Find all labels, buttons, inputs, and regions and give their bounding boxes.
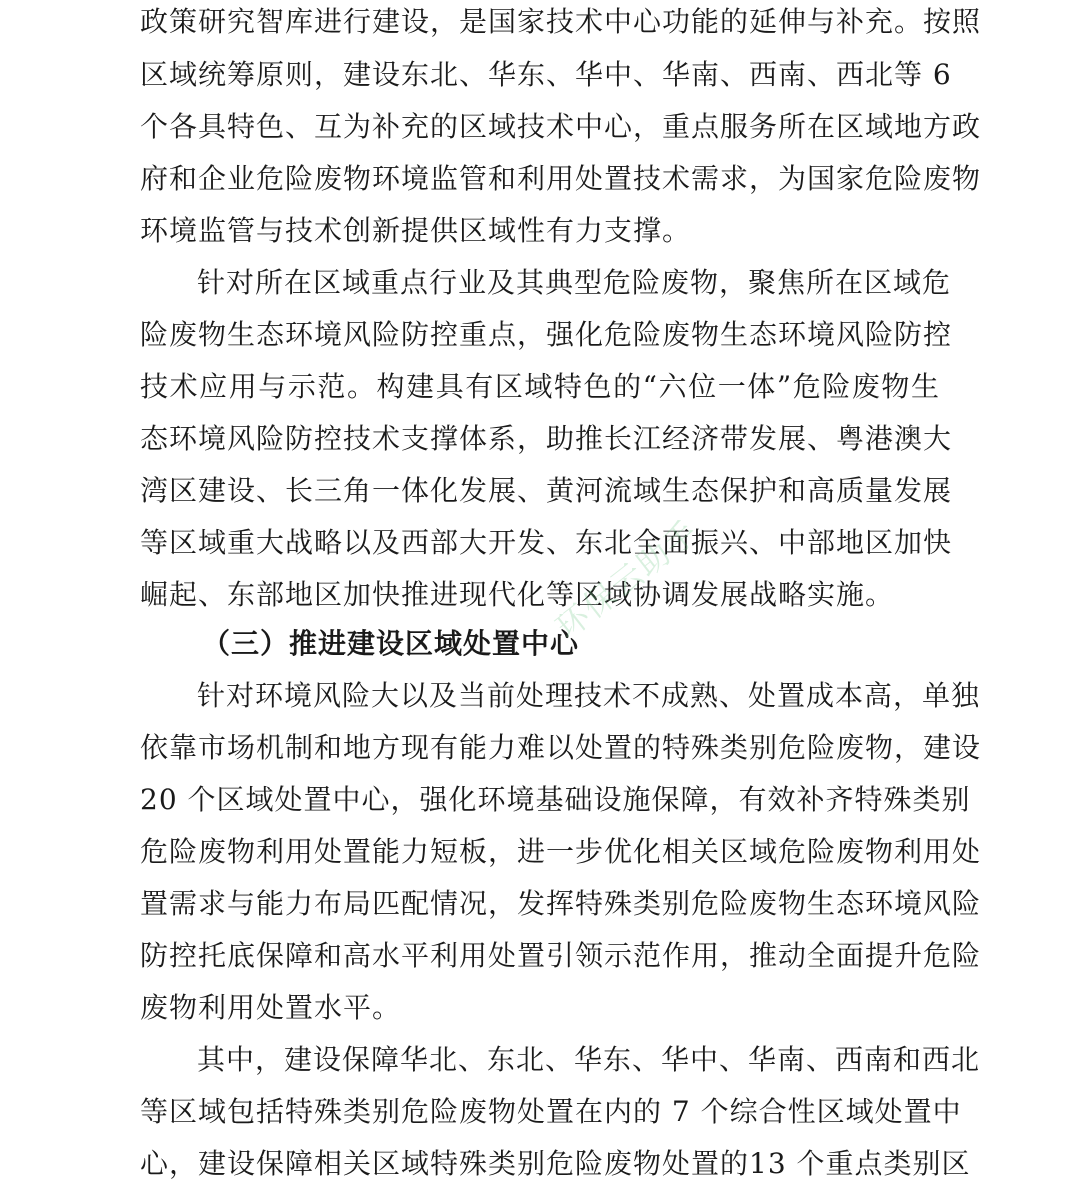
paragraph-2-line-6: 等区域重大战略以及西部大开发、东北全面振兴、中部地区加快	[140, 526, 953, 559]
paragraph-2-line-2: 险废物生态环境风险防控重点，强化危险废物生态环境风险防控	[140, 318, 953, 351]
paragraph-3-line-3: 20 个区域处置中心，强化环境基础设施保障，有效补齐特殊类别	[140, 783, 971, 816]
paragraph-4-line-3: 心，建设保障相关区域特殊类别危险废物处置的13 个重点类别区	[140, 1147, 971, 1180]
paragraph-2-line-1: 针对所在区域重点行业及其典型危险废物，聚焦所在区域危	[197, 266, 952, 299]
paragraph-3-line-6: 防控托底保障和高水平利用处置引领示范作用，推动全面提升危险	[140, 939, 982, 972]
paragraph-1-line-2: 区域统筹原则，建设东北、华东、华中、华南、西南、西北等 6	[140, 58, 952, 91]
section-heading: （三）推进建设区域处置中心	[202, 627, 580, 660]
watermark: 环保云助手	[548, 512, 707, 647]
paragraph-2-line-3: 技术应用与示范。构建具有区域特色的“六位一体”危险废物生	[140, 370, 940, 403]
paragraph-3-line-4: 危险废物利用处置能力短板，进一步优化相关区域危险废物利用处	[140, 835, 982, 868]
paragraph-2-line-4: 态环境风险防控技术支撑体系，助推长江经济带发展、粤港澳大	[140, 422, 953, 455]
paragraph-2-line-5: 湾区建设、长三角一体化发展、黄河流域生态保护和高质量发展	[140, 474, 953, 507]
paragraph-4-line-1: 其中，建设保障华北、东北、华东、华中、华南、西南和西北	[197, 1043, 981, 1076]
paragraph-1-line-5: 环境监管与技术创新提供区域性有力支撑。	[140, 214, 692, 247]
paragraph-3-line-2: 依靠市场机制和地方现有能力难以处置的特殊类别危险废物，建设	[140, 731, 982, 764]
paragraph-3-line-5: 置需求与能力布局匹配情况，发挥特殊类别危险废物生态环境风险	[140, 887, 982, 920]
paragraph-3-line-1: 针对环境风险大以及当前处理技术不成熟、处置成本高，单独	[197, 679, 981, 712]
paragraph-3-line-7: 废物利用处置水平。	[140, 991, 402, 1024]
paragraph-1-line-3: 个各具特色、互为补充的区域技术中心，重点服务所在区域地方政	[140, 110, 982, 143]
paragraph-4-line-2: 等区域包括特殊类别危险废物处置在内的 7 个综合性区域处置中	[140, 1095, 962, 1128]
paragraph-1-line-4: 府和企业危险废物环境监管和利用处置技术需求，为国家危险废物	[140, 162, 982, 195]
paragraph-1-line-1: 政策研究智库进行建设，是国家技术中心功能的延伸与补充。按照	[140, 5, 982, 38]
paragraph-2-line-7: 崛起、东部地区加快推进现代化等区域协调发展战略实施。	[140, 578, 895, 611]
